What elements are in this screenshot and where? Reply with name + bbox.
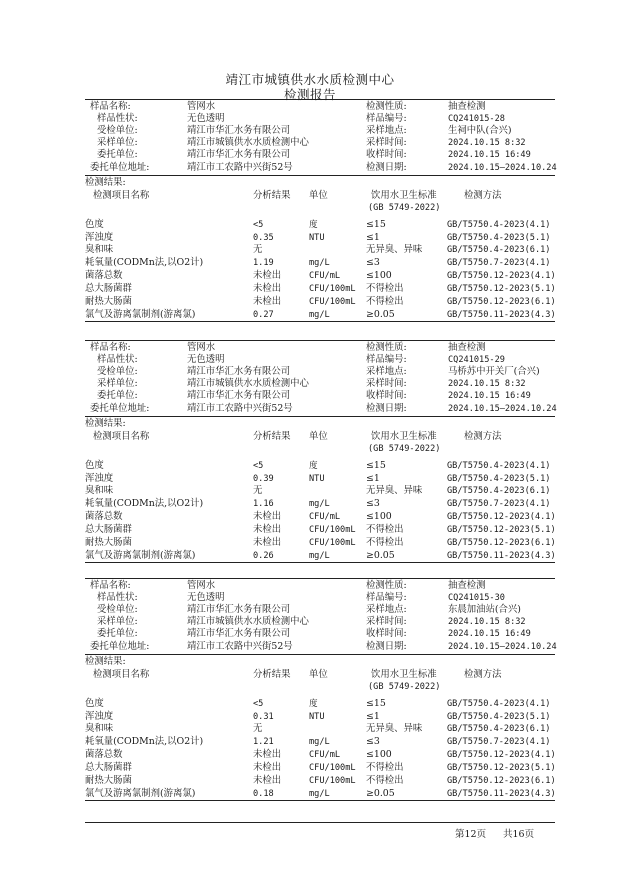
client-unit-value: 靖江市华汇水务有限公司 (187, 390, 291, 402)
sampling-unit-label: 采样单位: (97, 137, 138, 149)
table-row-item: 浑浊度 (85, 231, 114, 243)
col-header-method: 检测方法 (464, 430, 502, 442)
test-date-label: 检测日期: (366, 402, 407, 414)
sampling-site-value: 东晨加油站(合兴) (448, 604, 521, 616)
sample-no-label: 样品编号: (366, 592, 407, 604)
sample-no-value: CQ241015-28 (448, 114, 505, 125)
table-row-method: GB/T5750.12-2023(4.1) (447, 271, 556, 282)
table-row-standard: 不得检出 (366, 296, 404, 307)
test-date-value: 2024.10.15—2024.10.24 (448, 162, 557, 173)
client-unit-label: 委托单位: (97, 390, 138, 402)
page-number: 第12页 (455, 829, 487, 840)
table-row-method: GB/T5750.7-2023(4.1) (447, 737, 551, 748)
test-nature-value: 抽查检测 (448, 101, 486, 112)
table-row-item: 耗氧量(CODMn法,以O2计) (85, 498, 204, 510)
entrusted-unit-label: 受检单位: (97, 366, 138, 378)
table-row-item: 总大肠菌群 (85, 283, 132, 295)
col-header-standard: 饮用水卫生标准 (371, 430, 437, 442)
table-row-standard: 无异臭、异味 (366, 244, 423, 256)
sampling-unit-value: 靖江市城镇供水水质检测中心 (187, 378, 309, 390)
table-row-method: GB/T5750.12-2023(5.1) (447, 525, 556, 536)
entrusted-unit-label: 受检单位: (97, 125, 138, 137)
table-row-item: 总大肠菌群 (85, 524, 132, 536)
table-row-method: GB/T5750.11-2023(4.3) (447, 788, 556, 799)
table-row-result: 0.35 (253, 232, 274, 243)
sample-name-label: 样品名称: (90, 580, 131, 591)
table-row-result: <5 (253, 698, 264, 709)
table-row-standard: ≥0.05 (366, 787, 395, 799)
page-bottom-rule (85, 822, 555, 823)
sample-property-label: 样品性状: (97, 592, 138, 604)
test-nature-value: 抽查检测 (448, 342, 486, 353)
table-row-item: 臭和味 (85, 723, 114, 735)
entrusted-unit-label: 受检单位: (97, 604, 138, 616)
table-row-method: GB/T5750.4-2023(6.1) (447, 245, 551, 256)
table-row-item: 耗氧量(CODMn法,以O2计) (85, 257, 204, 269)
table-row-method: GB/T5750.11-2023(4.3) (447, 550, 556, 561)
test-date-label: 检测日期: (366, 161, 407, 173)
table-row-unit: CFU/100mL (309, 525, 356, 536)
table-row-standard: ≤3 (366, 498, 380, 510)
sampling-unit-label: 采样单位: (97, 378, 138, 390)
table-row-method: GB/T5750.12-2023(4.1) (447, 512, 556, 523)
table-row-method: GB/T5750.11-2023(4.3) (447, 309, 556, 320)
sample-property-value: 无色透明 (187, 354, 225, 366)
sampling-time-value: 2024.10.15 8:32 (448, 379, 526, 390)
table-row-result: 1.19 (253, 258, 274, 269)
col-header-standard: 饮用水卫生标准 (371, 668, 437, 680)
table-row-method: GB/T5750.4-2023(5.1) (447, 473, 551, 484)
table-row-method: GB/T5750.4-2023(4.1) (447, 698, 551, 709)
client-address-value: 靖江市工农路中兴街52号 (187, 161, 293, 173)
sample-property-value: 无色透明 (187, 113, 225, 125)
table-row-item: 臭和味 (85, 485, 114, 497)
sampling-unit-label: 采样单位: (97, 616, 138, 628)
table-row-standard: ≤15 (366, 697, 386, 709)
table-row-standard: 不得检出 (366, 775, 404, 786)
report-title: 靖江市城镇供水水质检测中心 (225, 72, 395, 87)
col-header-unit: 单位 (309, 430, 328, 442)
table-row-result: 0.31 (253, 711, 274, 722)
header-bottom-rule (85, 654, 555, 655)
col-header-result: 分析结果 (253, 189, 291, 201)
client-address-label: 委托单位地址: (90, 640, 150, 652)
table-row-method: GB/T5750.7-2023(4.1) (447, 499, 551, 510)
table-row-method: GB/T5750.4-2023(4.1) (447, 460, 551, 471)
table-row-standard: 不得检出 (366, 537, 404, 548)
sample-name-label: 样品名称: (90, 342, 131, 353)
col-header-unit: 单位 (309, 189, 328, 201)
page-total: 共16页 (503, 829, 535, 840)
sample-property-label: 样品性状: (97, 354, 138, 366)
sample-name-value: 管网水 (187, 342, 216, 353)
table-bottom-rule (85, 562, 555, 563)
table-row-item: 耐热大肠菌 (85, 775, 132, 786)
table-row-standard: 不得检出 (366, 762, 404, 774)
table-row-standard: ≤3 (366, 257, 380, 269)
table-row-standard: ≤1 (366, 472, 380, 484)
client-unit-label: 委托单位: (97, 628, 138, 640)
table-row-result: 未检出 (253, 270, 282, 282)
results-label: 检测结果: (85, 176, 126, 188)
table-row-method: GB/T5750.4-2023(4.1) (447, 219, 551, 230)
sampling-time-label: 采样时间: (366, 137, 407, 149)
table-row-result: 未检出 (253, 537, 282, 548)
table-row-standard: ≤100 (366, 749, 392, 761)
table-row-method: GB/T5750.12-2023(6.1) (447, 776, 556, 786)
sample-no-label: 样品编号: (366, 354, 407, 366)
table-row-standard: 无异臭、异味 (366, 723, 423, 735)
table-row-standard: ≥0.05 (366, 549, 395, 561)
table-row-item: 菌落总数 (85, 749, 123, 761)
test-nature-label: 检测性质: (366, 580, 407, 591)
table-row-result: 未检出 (253, 762, 282, 774)
client-unit-value: 靖江市华汇水务有限公司 (187, 628, 291, 640)
section-top-rule (85, 340, 555, 341)
col-header-method: 检测方法 (464, 668, 502, 680)
table-row-method: GB/T5750.4-2023(5.1) (447, 711, 551, 722)
table-row-standard: ≤15 (366, 459, 386, 471)
table-row-method: GB/T5750.4-2023(6.1) (447, 724, 551, 735)
table-row-item: 氯气及游离氯制剂(游离氯) (85, 308, 196, 320)
table-row-unit: mg/L (309, 309, 330, 320)
client-unit-value: 靖江市华汇水务有限公司 (187, 149, 291, 161)
sample-no-value: CQ241015-29 (448, 355, 505, 366)
sampling-site-label: 采样地点: (366, 604, 407, 616)
table-row-result: 无 (253, 723, 263, 735)
col-header-method: 检测方法 (464, 189, 502, 201)
col-header-unit: 单位 (309, 668, 328, 680)
table-row-result: <5 (253, 460, 264, 471)
sample-name-value: 管网水 (187, 580, 216, 591)
table-row-standard: ≤1 (366, 710, 380, 722)
col-header-standard-sub: (GB 5749-2022) (368, 443, 441, 454)
entrusted-unit-value: 靖江市华汇水务有限公司 (187, 604, 291, 616)
results-label: 检测结果: (85, 417, 126, 429)
table-row-standard: ≤100 (366, 270, 392, 282)
table-row-item: 浑浊度 (85, 472, 114, 484)
sampling-unit-value: 靖江市城镇供水水质检测中心 (187, 137, 309, 149)
table-row-item: 氯气及游离氯制剂(游离氯) (85, 549, 196, 561)
sampling-site-value: 马桥苏中开关厂(合兴) (448, 366, 540, 378)
sample-property-label: 样品性状: (97, 113, 138, 125)
table-row-unit: CFU/100mL (309, 297, 356, 307)
table-row-item: 臭和味 (85, 244, 114, 256)
sample-name-label: 样品名称: (90, 101, 131, 112)
table-row-item: 浑浊度 (85, 710, 114, 722)
col-header-item: 检测项目名称 (93, 189, 150, 201)
table-row-item: 色度 (85, 459, 104, 471)
table-row-item: 总大肠菌群 (85, 762, 132, 774)
table-row-item: 菌落总数 (85, 270, 123, 282)
table-row-result: 0.18 (253, 788, 274, 799)
table-row-item: 耐热大肠菌 (85, 537, 132, 548)
receipt-time-value: 2024.10.15 16:49 (448, 629, 531, 640)
header-bottom-rule (85, 416, 555, 417)
table-row-standard: 不得检出 (366, 283, 404, 295)
table-row-result: 1.16 (253, 499, 274, 510)
table-row-standard: ≤1 (366, 231, 380, 243)
sampling-time-label: 采样时间: (366, 616, 407, 628)
table-row-unit: mg/L (309, 737, 330, 748)
table-row-item: 菌落总数 (85, 511, 123, 523)
test-date-value: 2024.10.15—2024.10.24 (448, 403, 557, 414)
table-row-unit: CFU/100mL (309, 538, 356, 548)
sample-no-label: 样品编号: (366, 113, 407, 125)
section-top-rule (85, 99, 555, 100)
sampling-time-value: 2024.10.15 8:32 (448, 617, 526, 628)
table-row-method: GB/T5750.4-2023(6.1) (447, 486, 551, 497)
entrusted-unit-value: 靖江市华汇水务有限公司 (187, 125, 291, 137)
col-header-item: 检测项目名称 (93, 668, 150, 680)
receipt-time-label: 收样时间: (366, 390, 407, 402)
col-header-standard-sub: (GB 5749-2022) (368, 202, 441, 213)
sampling-unit-value: 靖江市城镇供水水质检测中心 (187, 616, 309, 628)
table-row-unit: mg/L (309, 550, 330, 561)
client-address-value: 靖江市工农路中兴街52号 (187, 640, 293, 652)
table-row-unit: NTU (309, 473, 325, 484)
receipt-time-value: 2024.10.15 16:49 (448, 391, 531, 402)
table-row-result: 未检出 (253, 775, 282, 786)
table-row-unit: CFU/100mL (309, 776, 356, 786)
client-unit-label: 委托单位: (97, 149, 138, 161)
test-nature-value: 抽查检测 (448, 580, 486, 591)
col-header-result: 分析结果 (253, 430, 291, 442)
table-row-unit: mg/L (309, 788, 330, 799)
table-row-item: 色度 (85, 218, 104, 230)
receipt-time-value: 2024.10.15 16:49 (448, 150, 531, 161)
table-row-unit: CFU/100mL (309, 763, 356, 774)
table-row-result: <5 (253, 219, 264, 230)
table-row-result: 无 (253, 244, 263, 256)
table-bottom-rule (85, 321, 555, 322)
sampling-site-label: 采样地点: (366, 366, 407, 378)
sample-no-value: CQ241015-30 (448, 593, 505, 604)
table-row-standard: ≤3 (366, 736, 380, 748)
table-row-unit: CFU/mL (309, 271, 341, 282)
client-address-value: 靖江市工农路中兴街52号 (187, 402, 293, 414)
table-row-unit: NTU (309, 232, 325, 243)
test-date-value: 2024.10.15—2024.10.24 (448, 641, 557, 652)
table-row-item: 耗氧量(CODMn法,以O2计) (85, 736, 204, 748)
table-row-unit: CFU/100mL (309, 284, 356, 295)
table-row-result: 1.21 (253, 737, 274, 748)
table-row-result: 0.39 (253, 473, 274, 484)
table-row-method: GB/T5750.12-2023(5.1) (447, 284, 556, 295)
table-row-standard: 不得检出 (366, 524, 404, 536)
table-row-result: 未检出 (253, 524, 282, 536)
table-row-unit: mg/L (309, 499, 330, 510)
table-row-method: GB/T5750.12-2023(6.1) (447, 538, 556, 548)
table-row-method: GB/T5750.12-2023(6.1) (447, 297, 556, 307)
section-top-rule (85, 578, 555, 579)
table-row-unit: CFU/mL (309, 512, 341, 523)
table-row-unit: 度 (309, 698, 318, 709)
table-row-method: GB/T5750.12-2023(5.1) (447, 763, 556, 774)
table-row-result: 未检出 (253, 749, 282, 761)
table-row-item: 色度 (85, 697, 104, 709)
table-row-item: 氯气及游离氯制剂(游离氯) (85, 787, 196, 799)
table-row-result: 0.26 (253, 550, 274, 561)
table-row-result: 0.27 (253, 309, 274, 320)
receipt-time-label: 收样时间: (366, 628, 407, 640)
table-bottom-rule (85, 800, 555, 801)
sampling-time-label: 采样时间: (366, 378, 407, 390)
table-row-result: 未检出 (253, 283, 282, 295)
table-row-result: 无 (253, 485, 263, 497)
table-row-method: GB/T5750.4-2023(5.1) (447, 232, 551, 243)
receipt-time-label: 收样时间: (366, 149, 407, 161)
col-header-standard: 饮用水卫生标准 (371, 189, 437, 201)
entrusted-unit-value: 靖江市华汇水务有限公司 (187, 366, 291, 378)
table-row-standard: 无异臭、异味 (366, 485, 423, 497)
client-address-label: 委托单位地址: (90, 402, 150, 414)
test-nature-label: 检测性质: (366, 101, 407, 112)
table-row-unit: NTU (309, 711, 325, 722)
table-row-unit: mg/L (309, 258, 330, 269)
test-date-label: 检测日期: (366, 640, 407, 652)
table-row-method: GB/T5750.7-2023(4.1) (447, 258, 551, 269)
table-row-standard: ≤15 (366, 218, 386, 230)
table-row-unit: 度 (309, 460, 318, 471)
sampling-time-value: 2024.10.15 8:32 (448, 138, 526, 149)
sampling-site-value: 生祠中队(合兴) (448, 125, 512, 137)
header-bottom-rule (85, 175, 555, 176)
col-header-standard-sub: (GB 5749-2022) (368, 681, 441, 692)
client-address-label: 委托单位地址: (90, 161, 150, 173)
table-row-standard: ≥0.05 (366, 308, 395, 320)
table-row-item: 耐热大肠菌 (85, 296, 132, 307)
table-row-standard: ≤100 (366, 511, 392, 523)
table-row-unit: 度 (309, 219, 318, 230)
results-label: 检测结果: (85, 655, 126, 667)
table-row-result: 未检出 (253, 296, 282, 307)
table-row-result: 未检出 (253, 511, 282, 523)
sample-property-value: 无色透明 (187, 592, 225, 604)
sample-name-value: 管网水 (187, 101, 216, 112)
col-header-item: 检测项目名称 (93, 430, 150, 442)
report-subtitle: 检测报告 (283, 87, 336, 102)
table-row-method: GB/T5750.12-2023(4.1) (447, 750, 556, 761)
table-row-unit: CFU/mL (309, 750, 341, 761)
test-nature-label: 检测性质: (366, 342, 407, 353)
sampling-site-label: 采样地点: (366, 125, 407, 137)
col-header-result: 分析结果 (253, 668, 291, 680)
